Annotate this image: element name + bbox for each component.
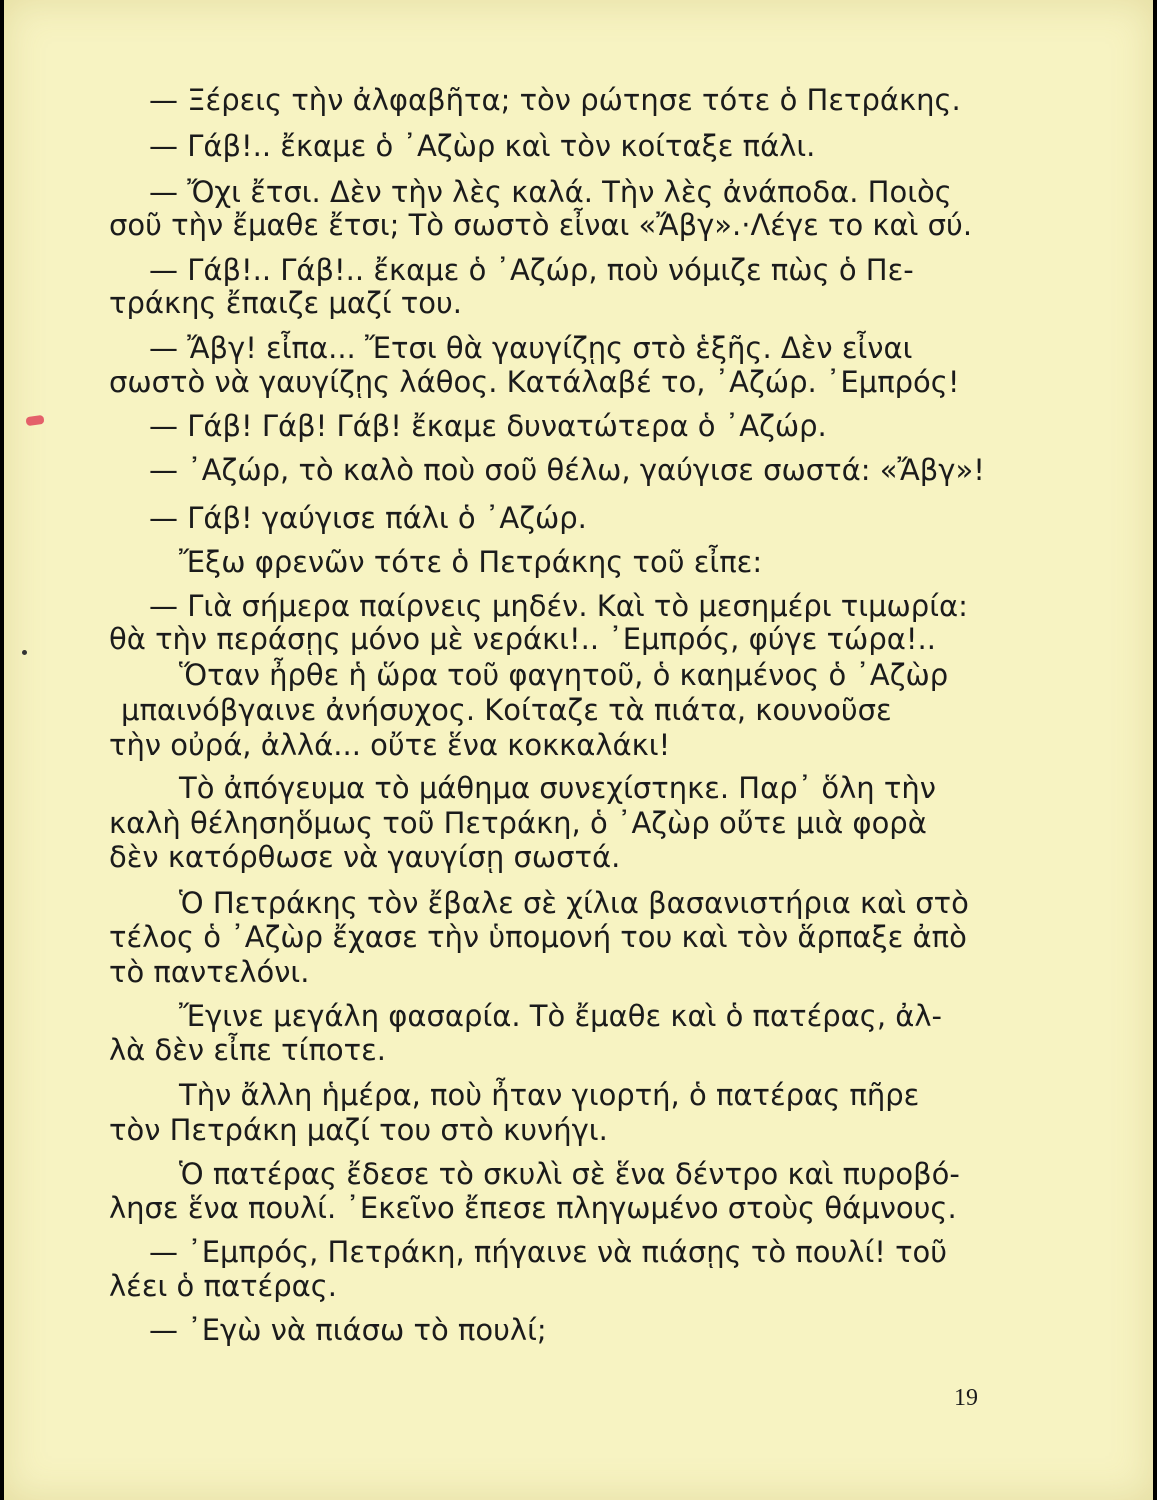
text-line: — Γιὰ σήμερα παίρνεις μηδέν. Καὶ τὸ μεσημέρι τιμωρία: — [149, 589, 968, 623]
text-line: Τὸ ἀπόγευμα τὸ μάθημα συνεχίστηκε. Παρ᾿ ὅλη τὴν — [179, 771, 936, 805]
text-line: Ἔγινε μεγάλη φασαρία. Τὸ ἔμαθε καὶ ὁ πατέρας, ἀλ- — [179, 999, 942, 1033]
text-line: λησε ἕνα πουλί. ᾿Εκεῖνο ἔπεσε πληγωμένο στοὺς θάμνους. — [109, 1191, 957, 1225]
page-number: 19 — [954, 1385, 978, 1411]
text-line: λέει ὁ πατέρας. — [109, 1269, 337, 1303]
text-line: — ᾿Εγὼ νὰ πιάσω τὸ πουλί; — [149, 1313, 547, 1347]
text-line: σωστὸ νὰ γαυγίζῃς λάθος. Κατάλαβέ το, ᾿Αζώρ. ᾿Εμπρός! — [109, 365, 960, 399]
text-line: — Γάβ! Γάβ! Γάβ! ἔκαμε δυνατώτερα ὁ ᾿Αζώρ. — [149, 409, 827, 443]
text-line: Τὴν ἄλλη ἡμέρα, ποὺ ἦταν γιορτή, ὁ πατέρας πῆρε — [179, 1078, 920, 1112]
text-line: μπαινόβγαινε ἀνήσυχος. Κοίταζε τὰ πιάτα, κουνοῦσε — [121, 693, 892, 727]
ink-dot-mark — [22, 650, 27, 655]
text-line: — ᾿Εμπρός, Πετράκη, πήγαινε νὰ πιάσῃς τὸ πουλί! τοῦ — [149, 1235, 948, 1269]
text-line: τὸν Πετράκη μαζί του στὸ κυνήγι. — [109, 1113, 608, 1147]
text-line: — Γάβ!.. Γάβ!.. ἔκαμε ὁ ᾿Αζώρ, ποὺ νόμιζε πὼς ὁ Πε- — [149, 253, 914, 287]
text-line: τέλος ὁ ᾿Αζὼρ ἔχασε τὴν ὑπομονή του καὶ τὸν ἅρπαξε ἀπὸ — [109, 920, 967, 954]
text-line: τὴν οὐρά, ἀλλά... οὔτε ἕνα κοκκαλάκι! — [109, 728, 671, 762]
text-line: — Ξέρεις τὴν ἀλφαβῆτα; τὸν ρώτησε τότε ὁ Πετράκης. — [149, 83, 961, 117]
text-line: — Ἄβγ! εἶπα... Ἔτσι θὰ γαυγίζῃς στὸ ἑξῆς. Δὲν εἶναι — [149, 331, 913, 365]
text-line: τράκης ἔπαιζε μαζί του. — [109, 286, 462, 320]
text-line: Ὁ Πετράκης τὸν ἔβαλε σὲ χίλια βασανιστήρια καὶ στὸ — [179, 886, 969, 920]
text-line: δὲν κατόρθωσε νὰ γαυγίσῃ σωστά. — [109, 840, 621, 874]
text-line: — Γάβ! γαύγισε πάλι ὁ ᾿Αζώρ. — [149, 501, 587, 535]
text-line: — Γάβ!.. ἔκαμε ὁ ᾿Αζὼρ καὶ τὸν κοίταξε πάλι. — [149, 129, 816, 163]
text-line: θὰ τὴν περάσῃς μόνο μὲ νεράκι!.. ᾿Εμπρός, φύγε τώρα!.. — [109, 622, 936, 656]
text-line: τὸ παντελόνι. — [109, 955, 310, 989]
book-page — [4, 0, 1153, 1500]
text-line: Ὁ πατέρας ἔδεσε τὸ σκυλὶ σὲ ἕνα δέντρο καὶ πυροβό- — [179, 1157, 960, 1191]
text-line: Ἔξω φρενῶν τότε ὁ Πετράκης τοῦ εἶπε: — [179, 545, 763, 579]
text-line: — Ὄχι ἔτσι. Δὲν τὴν λὲς καλά. Τὴν λὲς ἀνάποδα. Ποιὸς — [149, 175, 952, 209]
text-line: — ᾿Αζώρ, τὸ καλὸ ποὺ σοῦ θέλω, γαύγισε σωστά: «Ἄβγ»! — [149, 453, 985, 487]
text-line: σοῦ τὴν ἔμαθε ἔτσι; Τὸ σωστὸ εἶναι «Ἄβγ».·Λέγε το καὶ σύ. — [109, 208, 973, 242]
text-line: καλὴ θέλησηὅμως τοῦ Πετράκη, ὁ ᾿Αζὼρ οὔτε μιὰ φορὰ — [109, 806, 927, 840]
red-ink-mark — [25, 415, 44, 426]
text-line: Ὅταν ἦρθε ἡ ὥρα τοῦ φαγητοῦ, ὁ καημένος ὁ ᾿Αζὼρ — [179, 658, 949, 692]
text-line: λὰ δὲν εἶπε τίποτε. — [109, 1033, 387, 1067]
